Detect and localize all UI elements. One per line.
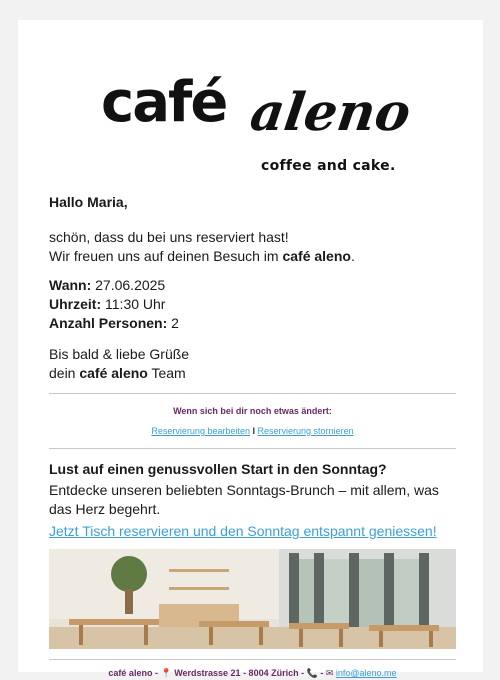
date-value: 27.06.2025 — [91, 277, 166, 293]
intro-line-2: Wir freuen uns auf deinen Besuch im — [49, 248, 283, 264]
greeting: Hallo Maria, — [49, 194, 128, 210]
link-separator: I — [252, 426, 256, 436]
time-value: 11:30 Uhr — [101, 296, 166, 312]
cancel-reservation-link[interactable]: Reservierung stornieren — [257, 426, 354, 436]
persons-value: 2 — [167, 315, 179, 331]
email-card — [18, 20, 483, 678]
promo-text: Entdecke unseren beliebten Sonntags-Brunch – mit allem, was das Herz begehrt. — [49, 482, 439, 517]
divider — [49, 448, 456, 449]
divider — [49, 659, 456, 660]
detail-persons — [49, 314, 456, 333]
reservation-details — [49, 276, 456, 333]
logo-cafe: café — [101, 70, 227, 135]
footer-email-link[interactable]: info@aleno.me — [335, 668, 397, 678]
signoff-suffix: Team — [147, 365, 186, 381]
reservation-links — [49, 426, 456, 436]
cafe-aleno-logo — [101, 62, 415, 192]
intro-suffix: . — [350, 248, 355, 264]
signoff-prefix: dein — [49, 365, 80, 381]
promo-reserve-link[interactable]: Jetzt Tisch reservieren und den Sonntag entspannt geniessen! — [49, 523, 437, 539]
logo-tagline: coffee and cake. — [261, 158, 396, 174]
email-content — [49, 193, 456, 679]
mail-icon: ✉ — [325, 668, 334, 678]
signoff-cafe-name: café aleno — [79, 365, 148, 381]
logo-aleno: aleno — [246, 82, 415, 143]
edit-reservation-link[interactable]: Reservierung bearbeiten — [151, 426, 250, 436]
phone-icon: 📞 — [306, 668, 318, 678]
footer: café aleno - 📍 Werdstrasse 21 - 8004 Zürich - 📞 - ✉ info@aleno.me — [108, 668, 397, 678]
persons-label: Anzahl Personen: — [49, 315, 168, 331]
date-label: Wann: — [49, 277, 92, 293]
signoff — [49, 345, 456, 383]
intro-text — [49, 228, 456, 266]
signoff-line-1: Bis bald & liebe Grüße — [49, 346, 190, 362]
footer-cafe-name: café aleno — [108, 668, 153, 678]
map-pin-icon: 📍 — [160, 668, 172, 678]
time-label: Uhrzeit: — [49, 296, 102, 312]
divider — [49, 393, 456, 394]
intro-cafe-name: café aleno — [282, 248, 351, 264]
promo-title: Lust auf einen genussvollen Start in den Sonntag? — [49, 461, 387, 477]
intro-line-1: schön, dass du bei uns reserviert hast! — [49, 229, 289, 245]
detail-time — [49, 295, 456, 314]
footer-address: Werdstrasse 21 - 8004 Zürich - — [174, 668, 305, 678]
change-heading: Wenn sich bei dir noch etwas ändert: — [173, 406, 332, 416]
cafe-interior-photo — [49, 549, 456, 649]
detail-date — [49, 276, 456, 295]
